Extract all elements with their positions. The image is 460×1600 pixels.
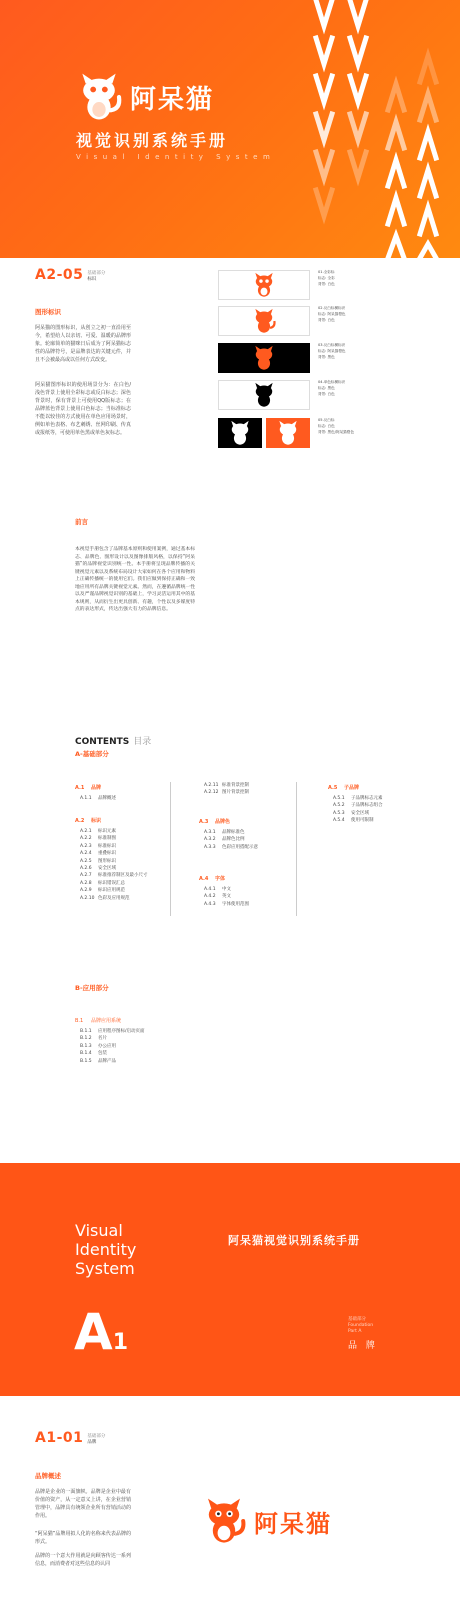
- cat-silhouette-icon: [251, 345, 277, 371]
- toc-part-b: B-应用部分: [75, 984, 109, 992]
- cover-title: 视觉识别系统手册: [76, 131, 229, 150]
- sample-caption: 02.反白标横标识 标志: 阿呆猫橙色 背景: 白色: [318, 306, 346, 322]
- toc-item[interactable]: A.2.9 标识应用规范: [80, 888, 125, 894]
- chapter-number: A1: [74, 1303, 129, 1361]
- brand-name: 阿呆猫: [254, 1509, 332, 1538]
- toc-item[interactable]: A.1.1 品牌概述: [80, 796, 116, 801]
- toc-divider: [170, 782, 171, 916]
- cat-mascot-icon: [74, 72, 124, 122]
- logo-sample-orange-on-white: [218, 306, 310, 336]
- toc-item[interactable]: A.2.3 标准标识: [80, 843, 116, 849]
- toc-section-a5[interactable]: A.5 子品牌: [328, 785, 360, 791]
- toc-section-a2[interactable]: A.2 标识: [75, 818, 102, 824]
- sample-caption: 03.反白标横标识 标志: 阿呆猫橙色 背景: 黑色: [318, 343, 346, 359]
- paragraph: “阿呆猫”品牌用拟人化的名称来代表品牌的形式。: [35, 1531, 131, 1545]
- toc-item[interactable]: A.5.4 使用可限制: [333, 818, 374, 824]
- paragraph: 品牌是企业的一面旗帜。品牌是企业中最有价值的资产，从一定意义上讲，在企业营销管理中，品牌具有统领企业所有营销活动的作用。: [35, 1489, 131, 1519]
- cat-silhouette-icon: [251, 308, 277, 334]
- section-code: A2-05: [35, 267, 84, 283]
- toc-item[interactable]: B.1.2 名片: [80, 1036, 107, 1042]
- toc-item[interactable]: A.5.3 安全区域: [333, 810, 369, 816]
- toc-item[interactable]: B.1.5 品牌产品: [80, 1058, 116, 1064]
- toc-list-b1: [80, 1028, 145, 1065]
- brand-logo: [200, 1497, 332, 1545]
- toc-item[interactable]: A.3.1 品牌标准色: [204, 830, 245, 835]
- heading-brand-overview: 品牌概述: [35, 1472, 61, 1480]
- toc-section-b1[interactable]: B.1 品牌应用系统: [75, 1018, 122, 1024]
- toc-item[interactable]: B.1.4 包装: [80, 1051, 107, 1057]
- section-code: A1-01: [35, 1430, 84, 1446]
- toc-item[interactable]: A.2.5 图形标识: [80, 858, 116, 864]
- toc-item[interactable]: A.2.12 图片背景控制: [204, 790, 249, 796]
- toc-item[interactable]: A.2.7 标准推荐制区及最小尺寸: [80, 873, 148, 879]
- section-header-a2-05: [35, 267, 105, 283]
- vi-letter-pattern: [310, 0, 460, 258]
- cat-mascot-icon: [200, 1497, 248, 1545]
- sample-caption: 04.单色标横标识 标志: 黑色 背景: 白色: [318, 380, 346, 396]
- toc-item[interactable]: A.2.10 色彩及应用规范: [80, 895, 130, 901]
- toc-item[interactable]: A.2.8 标识错误汇总: [80, 880, 125, 886]
- cat-silhouette-icon: [227, 420, 253, 446]
- logo-sample-white-on-orange: [266, 418, 310, 448]
- sample-caption: 01.全彩标 标志: 全彩 背景: 白色: [318, 270, 335, 286]
- section-part: 基础部分: [87, 1434, 106, 1439]
- logo-sample-orange-on-black: [218, 343, 310, 373]
- section-name: 品牌: [87, 1440, 97, 1445]
- toc-item[interactable]: A.5.1 子品牌标志元素: [333, 796, 383, 801]
- logo-sample-white-on-black: [218, 418, 262, 448]
- logo-sample-fullcolor: [218, 270, 310, 300]
- section-part: 基础部分: [87, 271, 106, 276]
- toc-part-a: A-基础部分: [75, 750, 109, 758]
- cover-subtitle: Visual Identity System: [76, 153, 276, 161]
- toc-item[interactable]: B.1.3 办公应用: [80, 1043, 116, 1049]
- toc-list-a3: [204, 829, 258, 851]
- cat-silhouette-icon: [251, 382, 277, 408]
- toc-list-a2-continued: [204, 782, 249, 797]
- toc-item[interactable]: A.4.3 字体使用范围: [204, 901, 249, 907]
- section-name: 标识: [87, 277, 97, 282]
- toc-section-a1[interactable]: A.1 品牌: [75, 785, 102, 791]
- divider-title: 阿呆猫视觉识别系统手册: [228, 1234, 360, 1247]
- toc-divider: [296, 782, 297, 916]
- sample-caption: 05.反白标 标志: 白色 背景: 黑色/阿呆猫橙色: [318, 418, 354, 434]
- contents-title: CONTENTS 目录: [75, 737, 152, 747]
- heading-preface: 前言: [75, 518, 88, 526]
- divider-chapter-name: 品 牌: [348, 1341, 378, 1351]
- cat-mascot-icon: [251, 272, 277, 298]
- cat-silhouette-icon: [275, 420, 301, 446]
- cover-logo: [74, 72, 214, 122]
- section-header-a1-01: [35, 1430, 105, 1446]
- toc-item[interactable]: A.3.3 色彩应用搭配示意: [204, 844, 258, 850]
- toc-item[interactable]: A.2.4 重叠标识: [80, 851, 116, 857]
- preface-body: 本视觉手册包含了品牌基本原则和使用案例，通过基本标志、品牌色、图形设计以及图像排版风格，以保持“阿呆猫”的品牌视觉识别统一性。本手册将呈现品牌传播的关键视觉元素以及系统布局设计大家如何在各个应用和物料上正确传播统一的使用它们。我们应做到保持正确和一致地应用所有品牌关键视觉元素。然而，在遵循品牌统一性以及严谨品牌视觉识别的基础上，学习灵活运用其中的基本规则，从而衍生出更具创新、有趣，个性以及多媒度特点的表达形式，传达出强大有力的品牌信息。: [75, 547, 195, 612]
- toc-item[interactable]: A.4.2 英文: [204, 894, 231, 900]
- toc-list-a1: [80, 795, 116, 802]
- paragraph: 品牌的一个意大作用就是向顾客传达一系列信息，而消费者对这些信息的认同: [35, 1553, 131, 1567]
- chapter-divider: [0, 1163, 460, 1396]
- toc-item[interactable]: A.2.1 标识元素: [80, 829, 116, 834]
- paragraph: 阿呆猫的图形标识，从创立之初一直沿用至今，希望给人以亲切、可爱、温暖的品牌形象。轮廓简单的猫咪日后成为了阿呆猫标志性的品牌符号，是品牌表达的关键元件，并且不会被最高或以任何方式改变。: [35, 325, 131, 363]
- toc-list-a4: [204, 886, 249, 908]
- heading-graphic-mark: 图形标识: [35, 308, 61, 316]
- toc-item[interactable]: A.3.2 品牌色比例: [204, 837, 245, 843]
- toc-item[interactable]: A.2.2 标准制图: [80, 836, 116, 842]
- toc-list-a2: [80, 828, 148, 902]
- toc-item[interactable]: A.2.11 标准背景控制: [204, 783, 249, 788]
- toc-list-a5: [333, 795, 383, 825]
- divider-english-title: Visual Identity System: [75, 1221, 137, 1278]
- paragraph: 阿呆猫图形标识的使用场景分为：在白色/浅色背景上使用全彩标志或反白标志；深色背景时，保有背景上可使用QQ版标志；在品牌蓝色背景上使用白色标志；当标准标志不能以较佳的方式使用在单色应用场景时，例如单色表格、布艺刺绣、丝网印刷、传真或报纸等，可使用单色黑或单色灰标志。: [35, 382, 131, 436]
- brand-name: 阿呆猫: [130, 84, 215, 115]
- logo-sample-black-on-white: [218, 380, 310, 410]
- toc-section-a4[interactable]: A.4 字体: [199, 876, 226, 882]
- divider-part-label: 基础部分 Foundation Part A: [348, 1317, 374, 1334]
- section-meta: [87, 1434, 105, 1446]
- toc-item[interactable]: A.4.1 中文: [204, 887, 231, 892]
- section-meta: [87, 271, 105, 283]
- toc-item[interactable]: B.1.1 应用程序图标/启动页面: [80, 1029, 145, 1034]
- toc-item[interactable]: A.5.2 子品牌标志组合: [333, 803, 383, 809]
- toc-section-a3[interactable]: A.3 品牌色: [199, 819, 231, 825]
- cover-banner: [0, 0, 460, 258]
- toc-item[interactable]: A.2.6 安全区域: [80, 866, 116, 872]
